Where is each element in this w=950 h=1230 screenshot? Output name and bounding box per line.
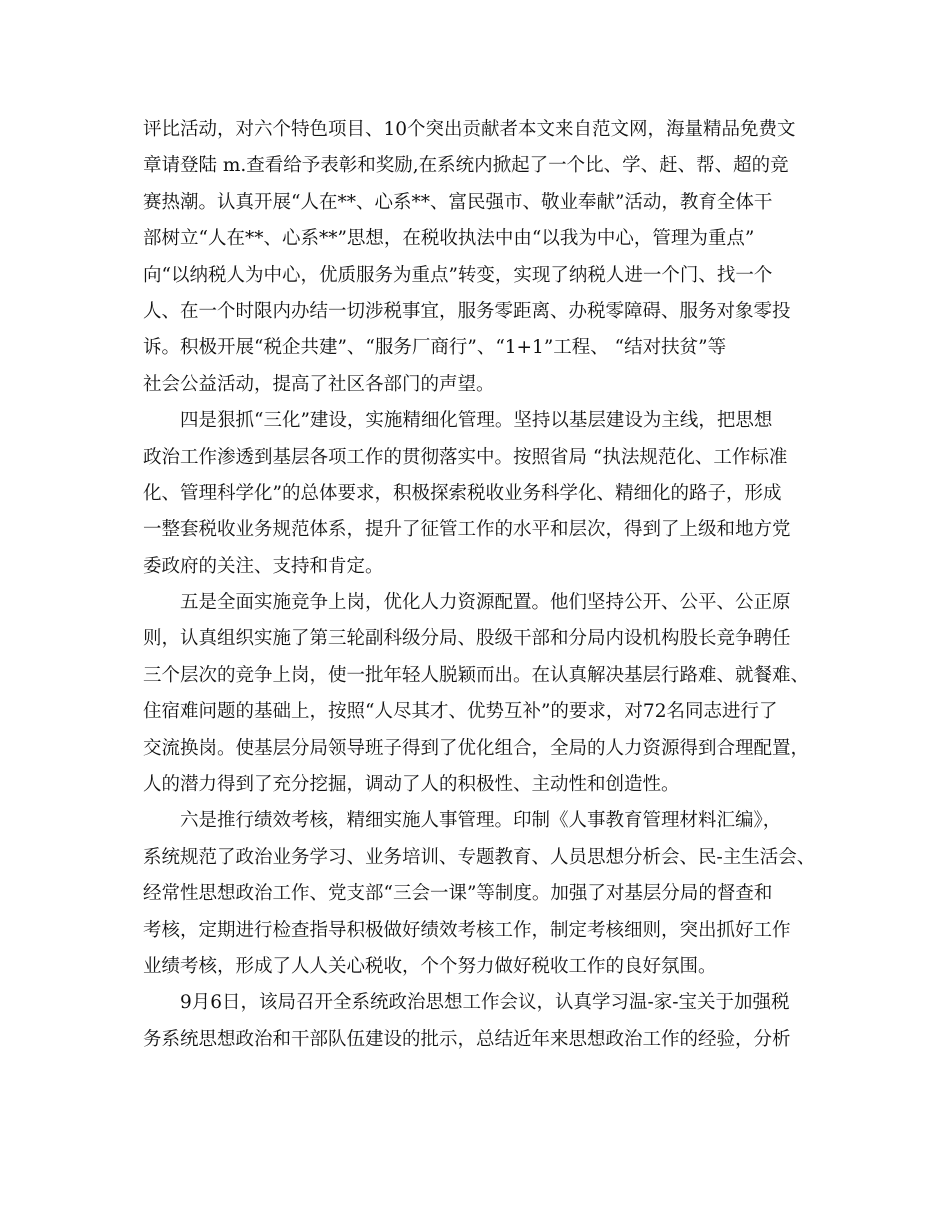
text-line: 交流换岗。使基层分局领导班子得到了优化组合，全局的人力资源得到合理配置， [143, 737, 810, 759]
text-line: 住宿难问题的基础上，按照“人尽其才、优势互补”的要求，对72名同志进行了 [143, 701, 778, 723]
paragraph-first-line: 六是推行绩效考核，精细实施人事管理。印制《人事教育管理材料汇编》， [180, 810, 782, 832]
text-line: 部树立“人在**、心系**”思想，在税收执法中由“以我为中心，管理为重点” [143, 228, 755, 250]
text-line: 三个层次的竞争上岗，使一批年轻人脱颖而出。在认真解决基层行路难、就餐难、 [143, 664, 810, 686]
text-line: 政治工作渗透到基层各项工作的贯彻落实中。按照省局 “执法规范化、工作标准 [143, 446, 788, 468]
text-line: 诉。积极开展“税企共建”、“服务厂商行”、“1+1”工程、 “结对扶贫”等 [143, 337, 727, 359]
text-line: 业绩考核，形成了人人关心税收，个个努力做好税收工作的良好氛围。 [143, 955, 717, 977]
text-line: 社会公益活动，提高了社区各部门的声望。 [143, 373, 495, 395]
text-line: 考核，定期进行检查指导积极做好绩效考核工作，制定考核细则，突出抓好工作 [143, 919, 791, 941]
text-line: 赛热潮。认真开展“人在**、心系**、富民强市、敬业奉献”活动，教育全体干 [143, 191, 773, 213]
text-line: 一整套税收业务规范体系，提升了征管工作的水平和层次，得到了上级和地方党 [143, 519, 791, 541]
text-line: 经常性思想政治工作、党支部“三会一课”等制度。加强了对基层分局的督查和 [143, 883, 773, 905]
text-line: 章请登陆 m.查看给予表彰和奖励,在系统内掀起了一个比、学、赶、帮、超的竞 [143, 155, 789, 177]
paragraph-first-line: 五是全面实施竞争上岗，优化人力资源配置。他们坚持公开、公平、公正原 [180, 592, 791, 614]
text-line: 向“以纳税人为中心，优质服务为重点”转变，实现了纳税人进一个门、找一个 [143, 264, 773, 286]
text-line: 务系统思想政治和干部队伍建设的批示，总结近年来思想政治工作的经验，分析 [143, 1028, 791, 1050]
paragraph-first-line: 9月6日，该局召开全系统政治思想工作会议，认真学习温-家-宝关于加强税 [180, 992, 790, 1014]
document-body [143, 112, 823, 1058]
text-line: 化、管理科学化”的总体要求，积极探索税收业务科学化、精细化的路子，形成 [143, 482, 782, 504]
text-line: 人、在一个时限内办结一切涉税事宜，服务零距离、办税零障碍、服务对象零投 [143, 300, 791, 322]
text-line: 评比活动，对六个特色项目、10个突出贡献者本文来自范文网，海量精品免费文 [143, 119, 796, 140]
text-line: 则，认真组织实施了第三轮副科级分局、股级干部和分局内设机构股长竞争聘任 [143, 628, 791, 650]
paragraph-first-line: 四是狠抓“三化”建设，实施精细化管理。坚持以基层建设为主线，把思想 [180, 410, 773, 432]
text-line: 系统规范了政治业务学习、业务培训、专题教育、人员思想分析会、民-主生活会、 [143, 846, 816, 868]
text-line: 委政府的关注、支持和肯定。 [143, 555, 384, 577]
text-line: 人的潜力得到了充分挖掘，调动了人的积极性、主动性和创造性。 [143, 774, 680, 796]
